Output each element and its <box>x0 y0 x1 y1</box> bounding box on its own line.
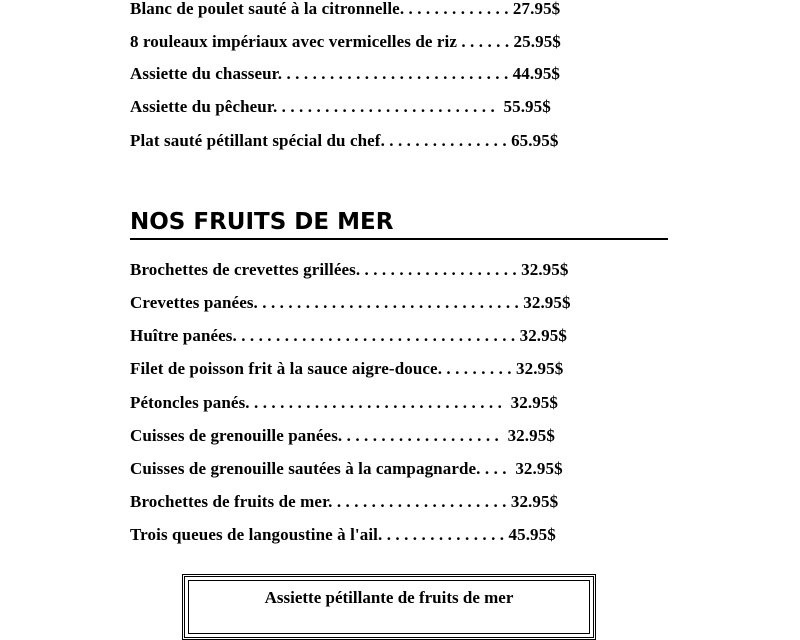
menu-item-assiette-pecheur: Assiette du pêcheur. . . . . . . . . . . . . . . . . . . . . . . . . . 55.95$ <box>130 97 551 116</box>
menu-item-brochettes-fruits-mer: Brochettes de fruits de mer. . . . . . . . . . . . . . . . . . . . . 32.95$ <box>130 492 559 511</box>
menu-item-crevettes-panees: Crevettes panées. . . . . . . . . . . . . . . . . . . . . . . . . . . . . . . 32.95$ <box>130 293 571 312</box>
menu-item-rouleaux-imperiaux: 8 rouleaux impériaux avec vermicelles de riz . . . . . . 25.95$ <box>130 32 561 51</box>
menu-item-petoncles-panes: Pétoncles panés. . . . . . . . . . . . . . . . . . . . . . . . . . . . . . 32.95$ <box>130 393 558 412</box>
menu-item-assiette-chasseur: Assiette du chasseur. . . . . . . . . . . . . . . . . . . . . . . . . . . 44.95$ <box>130 64 561 83</box>
special-box-title: Assiette pétillante de fruits de mer <box>264 588 514 607</box>
menu-item-filet-poisson: Filet de poisson frit à la sauce aigre-douce. . . . . . . . . 32.95$ <box>130 359 564 378</box>
menu-item-huitre-panees: Huître panées. . . . . . . . . . . . . . . . . . . . . . . . . . . . . . . . . 32.95$ <box>130 326 567 345</box>
menu-item-cuisses-grenouille-sautees: Cuisses de grenouille sautées à la campagnarde. . . . 32.95$ <box>130 459 563 478</box>
menu-item-plat-saute-chef: Plat sauté pétillant spécial du chef. . . . . . . . . . . . . . . 65.95$ <box>130 131 559 150</box>
section-heading-fruits-de-mer: NOS FRUITS DE MER <box>130 209 394 235</box>
section-divider <box>130 238 668 240</box>
menu-item-cuisses-grenouille-panees: Cuisses de grenouille panées. . . . . . . . . . . . . . . . . . . 32.95$ <box>130 426 555 445</box>
special-box <box>182 574 596 640</box>
menu-item-brochettes-crevettes: Brochettes de crevettes grillées. . . . . . . . . . . . . . . . . . . 32.95$ <box>130 260 569 279</box>
menu-item-poulet-citronnelle: Blanc de poulet sauté à la citronnelle. . . . . . . . . . . . . 27.95$ <box>130 0 561 18</box>
menu-item-queues-langoustine: Trois queues de langoustine à l'ail. . . . . . . . . . . . . . . 45.95$ <box>130 525 556 544</box>
